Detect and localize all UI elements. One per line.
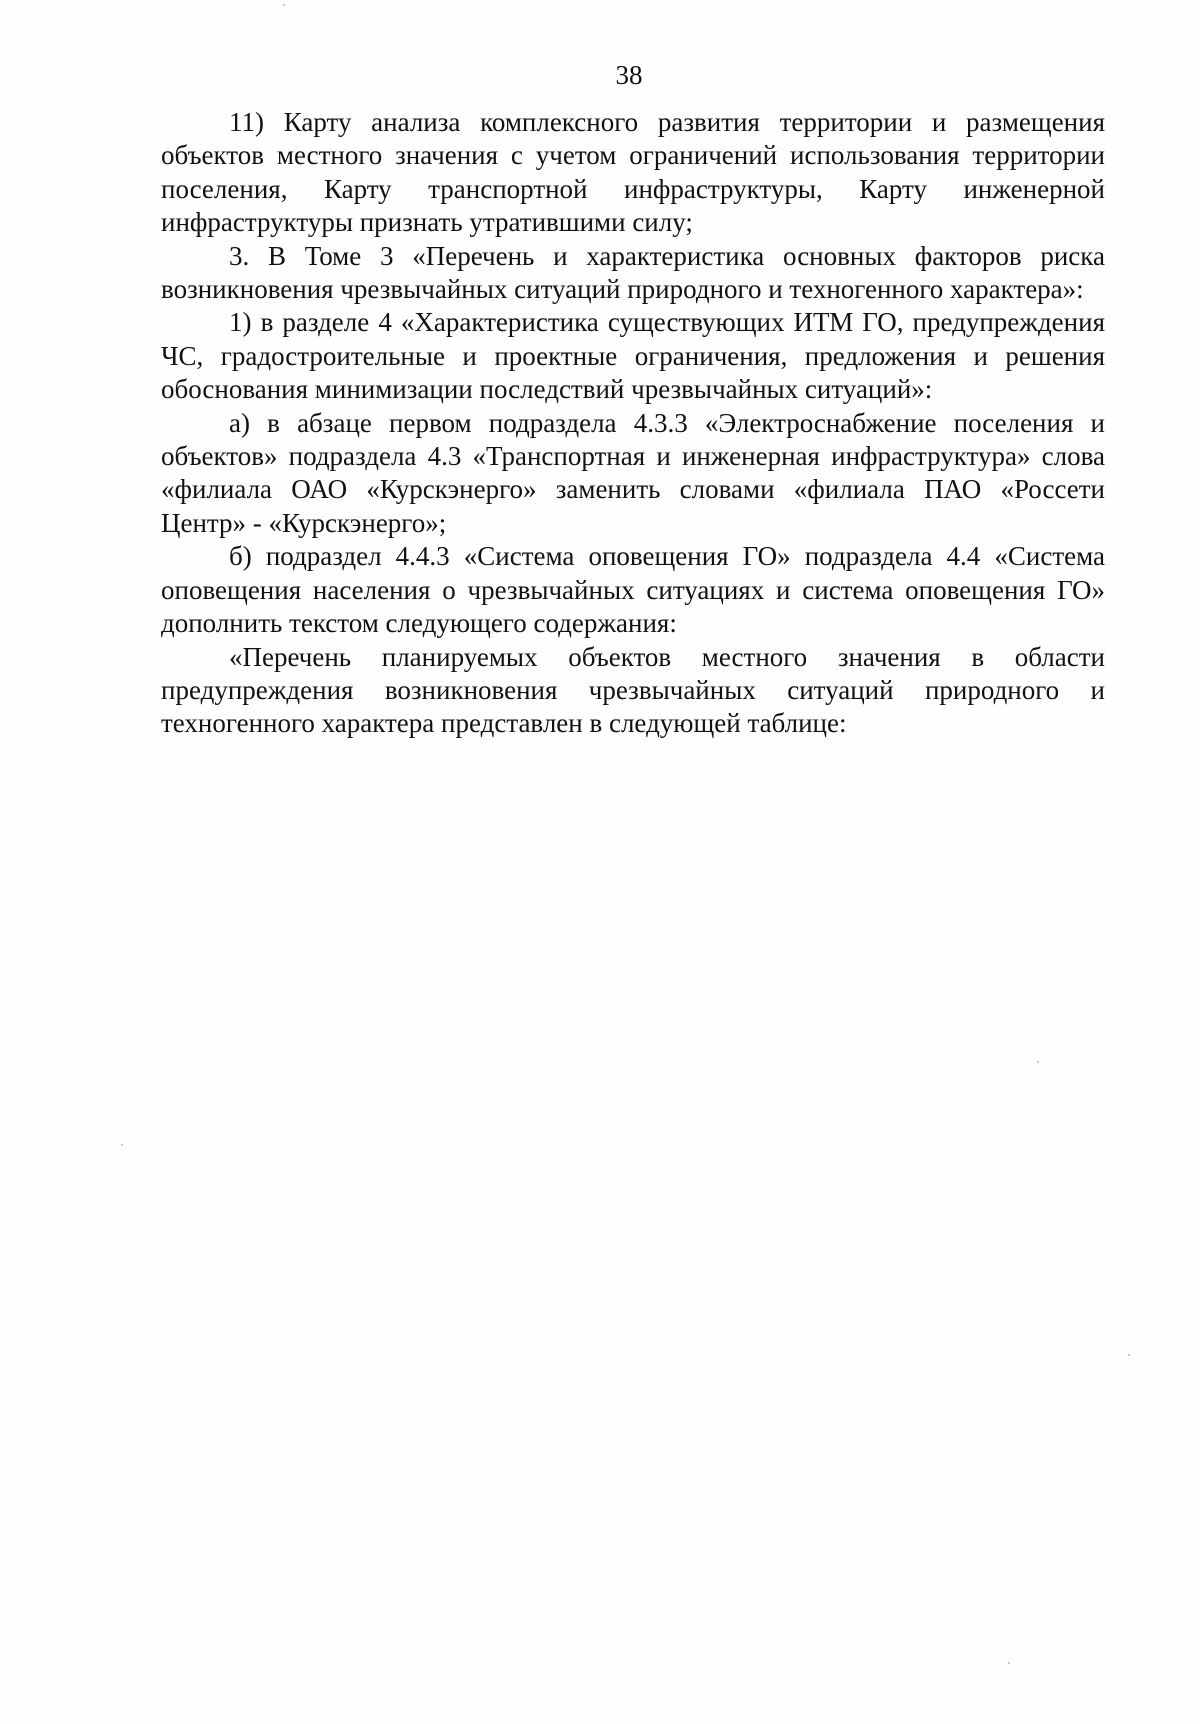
paragraph-subitem-b: б) подраздел 4.4.3 «Система оповещения ГО» подраздела 4.4 «Система оповещения населения о чрезвычайных ситуациях и система оповещения ГО» дополнить текстом следующего содержания: — [161, 541, 1105, 639]
scan-speck — [1008, 1662, 1010, 1664]
paragraph-item-11: 11) Карту анализа комплексного развития территории и размещения объектов местного значения с учетом ограничений использования территории поселения, Карту транспортной инфраструктуры, Карту инженерной инфраструктуры признать утратившими силу; — [161, 107, 1105, 238]
paragraph-volume-3: 3. В Томе 3 «Перечень и характеристика основных факторов риска возникновения чрезвычайных ситуаций природного и техногенного характера»: — [161, 240, 1105, 305]
scan-speck — [283, 4, 285, 6]
page-number: 38 — [615, 60, 643, 90]
paragraph-section-4: 1) в разделе 4 «Характеристика существующих ИТМ ГО, предупреждения ЧС, градостроительные и проектные ограничения, предложения и решения обоснования минимизации последствий чрезвычайных ситуаций»: — [161, 307, 1105, 405]
scan-speck — [1037, 1061, 1039, 1063]
document-body — [161, 106, 1105, 741]
scan-speck — [121, 1144, 123, 1146]
scan-speck — [1128, 1354, 1130, 1356]
paragraph-subitem-a: а) в абзаце первом подраздела 4.3.3 «Электроснабжение поселения и объектов» подраздела 4.3 «Транспортная и инженерная инфраструктура» слова «филиала ОАО «Курскэнерго» заменить словами «филиала ПАО «Россети Центр» - «Курскэнерго»; — [161, 407, 1105, 538]
paragraph-inserted-text: «Перечень планируемых объектов местного значения в области предупреждения возникновения чрезвычайных ситуаций природного и техногенного характера представлен в следующей таблице: — [161, 641, 1105, 739]
